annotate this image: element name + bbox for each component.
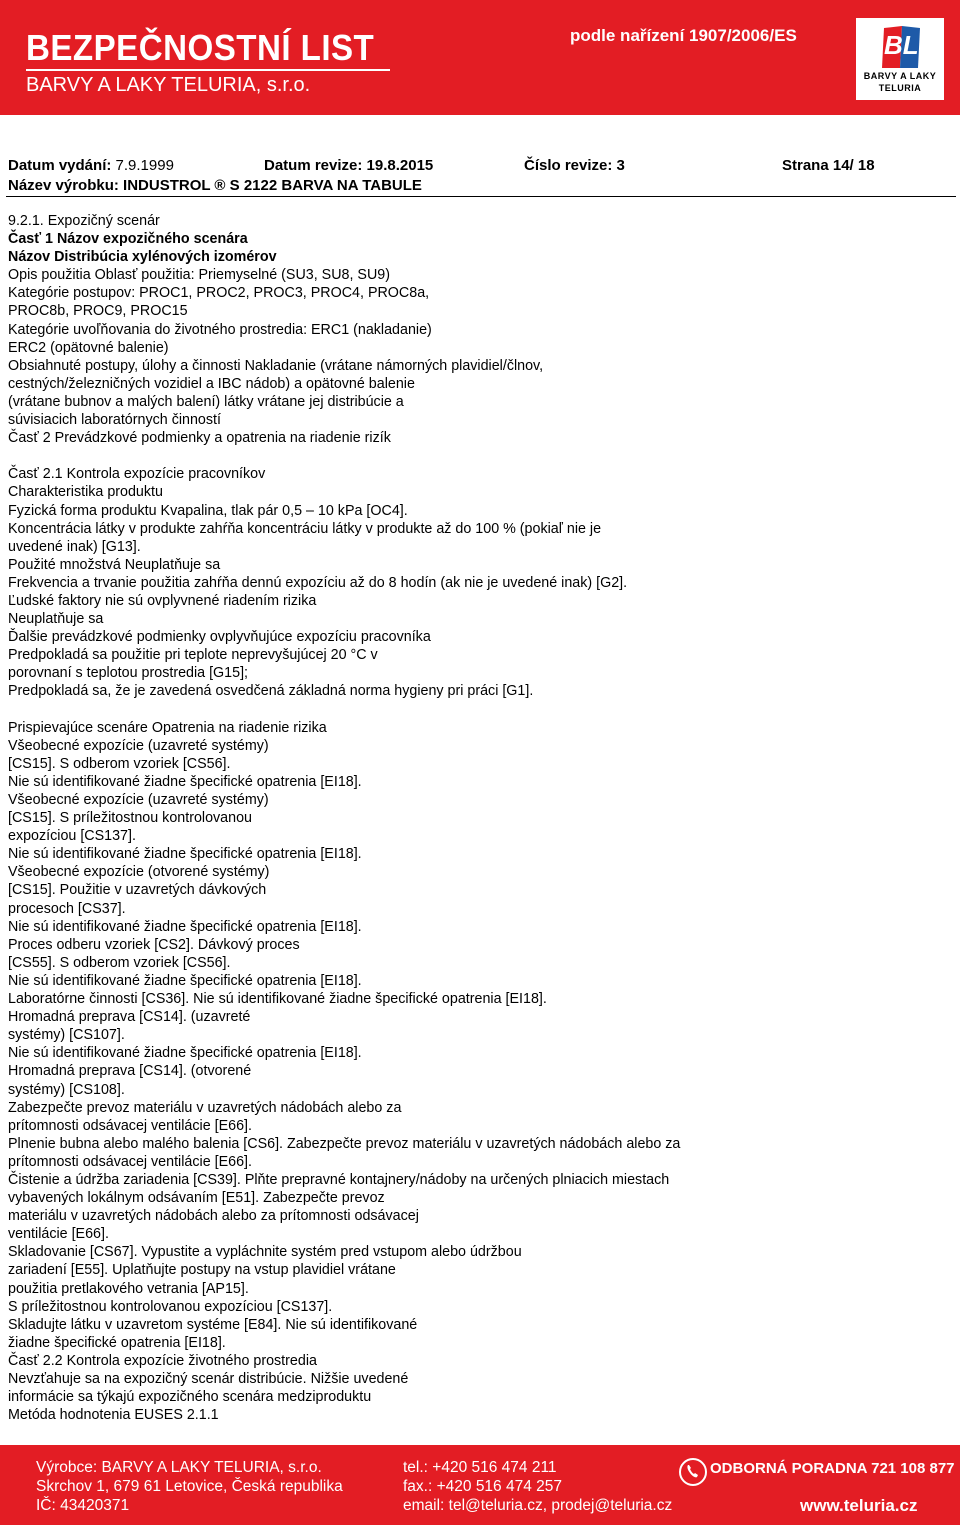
text-line: Predpokladá sa použitie pri teplote neprevyšujúcej 20 °C v [8,647,378,664]
text-line: Skladujte látku v uzavretom systéme [E84]. Nie sú identifikované [8,1316,418,1333]
text-line: prítomnosti odsávacej ventilácie [E66]. [8,1117,252,1134]
document-header [0,0,960,115]
text-line: Časť 2 Prevádzkové podmienky a opatrenia na riadenie rizík [8,430,391,447]
text-line: procesoch [CS37]. [8,900,126,917]
text-line: Fyzická forma produktu Kvapalina, tlak pár 0,5 – 10 kPa [OC4]. [8,502,408,519]
text-line: Nie sú identifikované žiadne špecifické opatrenia [EI18]. [8,846,362,863]
meta-divider [6,196,956,197]
product-name: Název výrobku: INDUSTROL ® S 2122 BARVA NA TABULE [8,177,422,194]
text-line: žiadne špecifické opatrenia [EI18]. [8,1334,226,1351]
text-line: materiálu v uzavretých nádobách alebo za prítomnosti odsávacej [8,1208,419,1225]
footer-hotline: ODBORNÁ PORADNA 721 108 877 [710,1460,955,1477]
company-name: BARVY A LAKY TELURIA, s.r.o. [26,74,311,96]
svg-text:BL: BL [884,30,919,60]
text-line: Predpokladá sa, že je zavedená osvedčená základná norma hygieny pri práci [G1]. [8,683,534,700]
text-line: cestných/železničných vozidiel a IBC nádob) a opätovné balenie [8,375,415,392]
text-line: Koncentrácia látky v produkte zahŕňa koncentráciu látky v produkte až do 100 % (pokiaľ nie je [8,520,602,537]
text-line: Hromadná preprava [CS14]. (otvorené [8,1063,252,1080]
text-line: Ďalšie prevádzkové podmienky ovplyvňujúce expozíciu pracovníka [8,629,431,646]
blank-line [8,447,948,465]
text-line: Prispievajúce scenáre Opatrenia na riadenie rizika [8,719,327,736]
text-line: Všeobecné expozície (uzavreté systémy) [8,792,269,808]
blank-line [8,701,948,719]
text-line: Neuplatňuje sa [8,611,104,628]
text-line: Názov Distribúcia xylénových izomérov [8,249,277,266]
text-line: zariadení [E55]. Uplatňujte postupy na vstup plavidiel vrátane [8,1262,396,1279]
text-line: Laboratórne činnosti [CS36]. Nie sú identifikované žiadne špecifické opatrenia [EI18]. [8,991,547,1008]
text-line: Nie sú identifikované žiadne špecifické opatrenia [EI18]. [8,1045,362,1062]
text-line: Proces odberu vzoriek [CS2]. Dávkový proces [8,936,300,953]
text-line: Opis použitia Oblasť použitia: Priemyselné (SU3, SU8, SU9) [8,267,391,284]
text-line: expozíciou [CS137]. [8,828,136,845]
text-line: informácie sa týkajú expozičného scenára medziproduktu [8,1389,372,1406]
text-line: Všeobecné expozície (otvorené systémy) [8,864,270,881]
text-line: Časť 2.2 Kontrola expozície životného prostredia [8,1352,317,1369]
text-line: súvisiacich laboratórnych činností [8,412,221,429]
text-line: Obsiahnuté postupy, úlohy a činnosti Nakladanie (vrátane námorných plavidiel/člnov, [8,357,544,374]
phone-icon [679,1458,707,1486]
text-line: použitia pretlakového vetrania [AP15]. [8,1280,249,1297]
text-line: Metóda hodnotenia EUSES 2.1.1 [8,1407,219,1424]
text-line: Použité množstvá Neuplatňuje sa [8,556,221,573]
text-line: Nie sú identifikované žiadne špecifické opatrenia [EI18]. [8,773,362,790]
text-line: uvedené inak) [G13]. [8,538,141,555]
document-body [8,212,948,1424]
revision-number: Číslo revize: 3 [524,157,625,174]
text-line: porovnaní s teplotou prostredia [G15]; [8,665,249,682]
text-line: vybavených lokálnym odsávaním [E51]. Zabezpečte prevoz [8,1190,385,1207]
text-line: Nie sú identifikované žiadne špecifické opatrenia [EI18]. [8,972,362,989]
text-line: Plnenie bubna alebo malého balenia [CS6]. Zabezpečte prevoz materiálu v uzavretých nádobách alebo za [8,1135,681,1152]
text-line: ERC2 (opätovné balenie) [8,339,169,356]
company-logo [856,18,944,100]
text-line: Čistenie a údržba zariadenia [CS39]. Plňte prepravné kontajnery/nádoby na určených plniacich miestach [8,1171,670,1188]
text-line: [CS15]. S príležitostnou kontrolovanou [8,810,252,827]
text-line: Hromadná preprava [CS14]. (uzavreté [8,1009,251,1026]
footer-tel: tel.: +420 516 474 211 [403,1459,557,1476]
bl-logo-icon [880,24,922,70]
text-line: systémy) [CS107]. [8,1027,125,1044]
text-line: Nevzťahuje sa na expozičný scenár distribúcie. Nižšie uvedené [8,1371,409,1387]
text-line: 9.2.1. Expozičný scenár [8,213,160,229]
text-line: Časť 2.1 Kontrola expozície pracovníkov [8,466,266,483]
text-line: systémy) [CS108]. [8,1081,125,1098]
text-line: Ľudské faktory nie sú ovplyvnené riadením rizika [8,592,317,609]
footer-ico: IČ: 43420371 [36,1497,130,1514]
text-line: PROC8b, PROC9, PROC15 [8,303,188,320]
text-line: [CS15]. S odberom vzoriek [CS56]. [8,755,231,772]
text-line: Skladovanie [CS67]. Vypustite a vypláchnite systém pred vstupom alebo údržbou [8,1244,522,1261]
document-footer [0,1445,960,1525]
text-line: ventilácie [E66]. [8,1226,109,1243]
page-number: Strana 14/ 18 [782,157,875,174]
footer-website[interactable]: www.teluria.cz [800,1496,918,1515]
text-line: [CS55]. S odberom vzoriek [CS56]. [8,954,231,971]
revision-date: Datum revize: 19.8.2015 [264,157,434,174]
text-line: Nie sú identifikované žiadne špecifické opatrenia [EI18]. [8,918,362,935]
footer-maker: Výrobce: BARVY A LAKY TELURIA, s.r.o. [36,1459,322,1476]
text-line: Kategórie postupov: PROC1, PROC2, PROC3, PROC4, PROC8a, [8,285,430,302]
regulation-reference: podle nařízení 1907/2006/ES [570,26,797,45]
text-line: Frekvencia a trvanie použitia zahŕňa dennú expozíciu až do 8 hodín (ak nie je uvedené inak) [G2]. [8,574,628,591]
text-line: [CS15]. Použitie v uzavretých dávkových [8,882,267,899]
text-line: Kategórie uvoľňovania do životného prostredia: ERC1 (nakladanie) [8,321,432,338]
footer-address: Skrchov 1, 679 61 Letovice, Česká republika [36,1478,343,1495]
text-line: Zabezpečte prevoz materiálu v uzavretých nádobách alebo za [8,1099,402,1116]
issue-date: Datum vydání: 7.9.1999 [8,157,174,174]
text-line: Všeobecné expozície (uzavreté systémy) [8,737,269,754]
text-line: Charakteristika produktu [8,484,163,501]
text-line: (vrátane bubnov a malých balení) látky vrátane jej distribúcie a [8,393,404,410]
footer-email: email: tel@teluria.cz, prodej@teluria.cz [403,1497,673,1514]
text-line: S príležitostnou kontrolovanou expozíciou [CS137]. [8,1298,333,1315]
footer-fax: fax.: +420 516 474 257 [403,1478,563,1495]
logo-caption-line1: BARVY A LAKY [863,71,937,81]
title-rule [26,69,390,71]
text-line: Časť 1 Názov expozičného scenára [8,231,248,248]
document-title: BEZPEČNOSTNÍ LIST [26,27,375,68]
logo-caption-line2: TELURIA [878,83,922,93]
text-line: prítomnosti odsávacej ventilácie [E66]. [8,1153,252,1170]
